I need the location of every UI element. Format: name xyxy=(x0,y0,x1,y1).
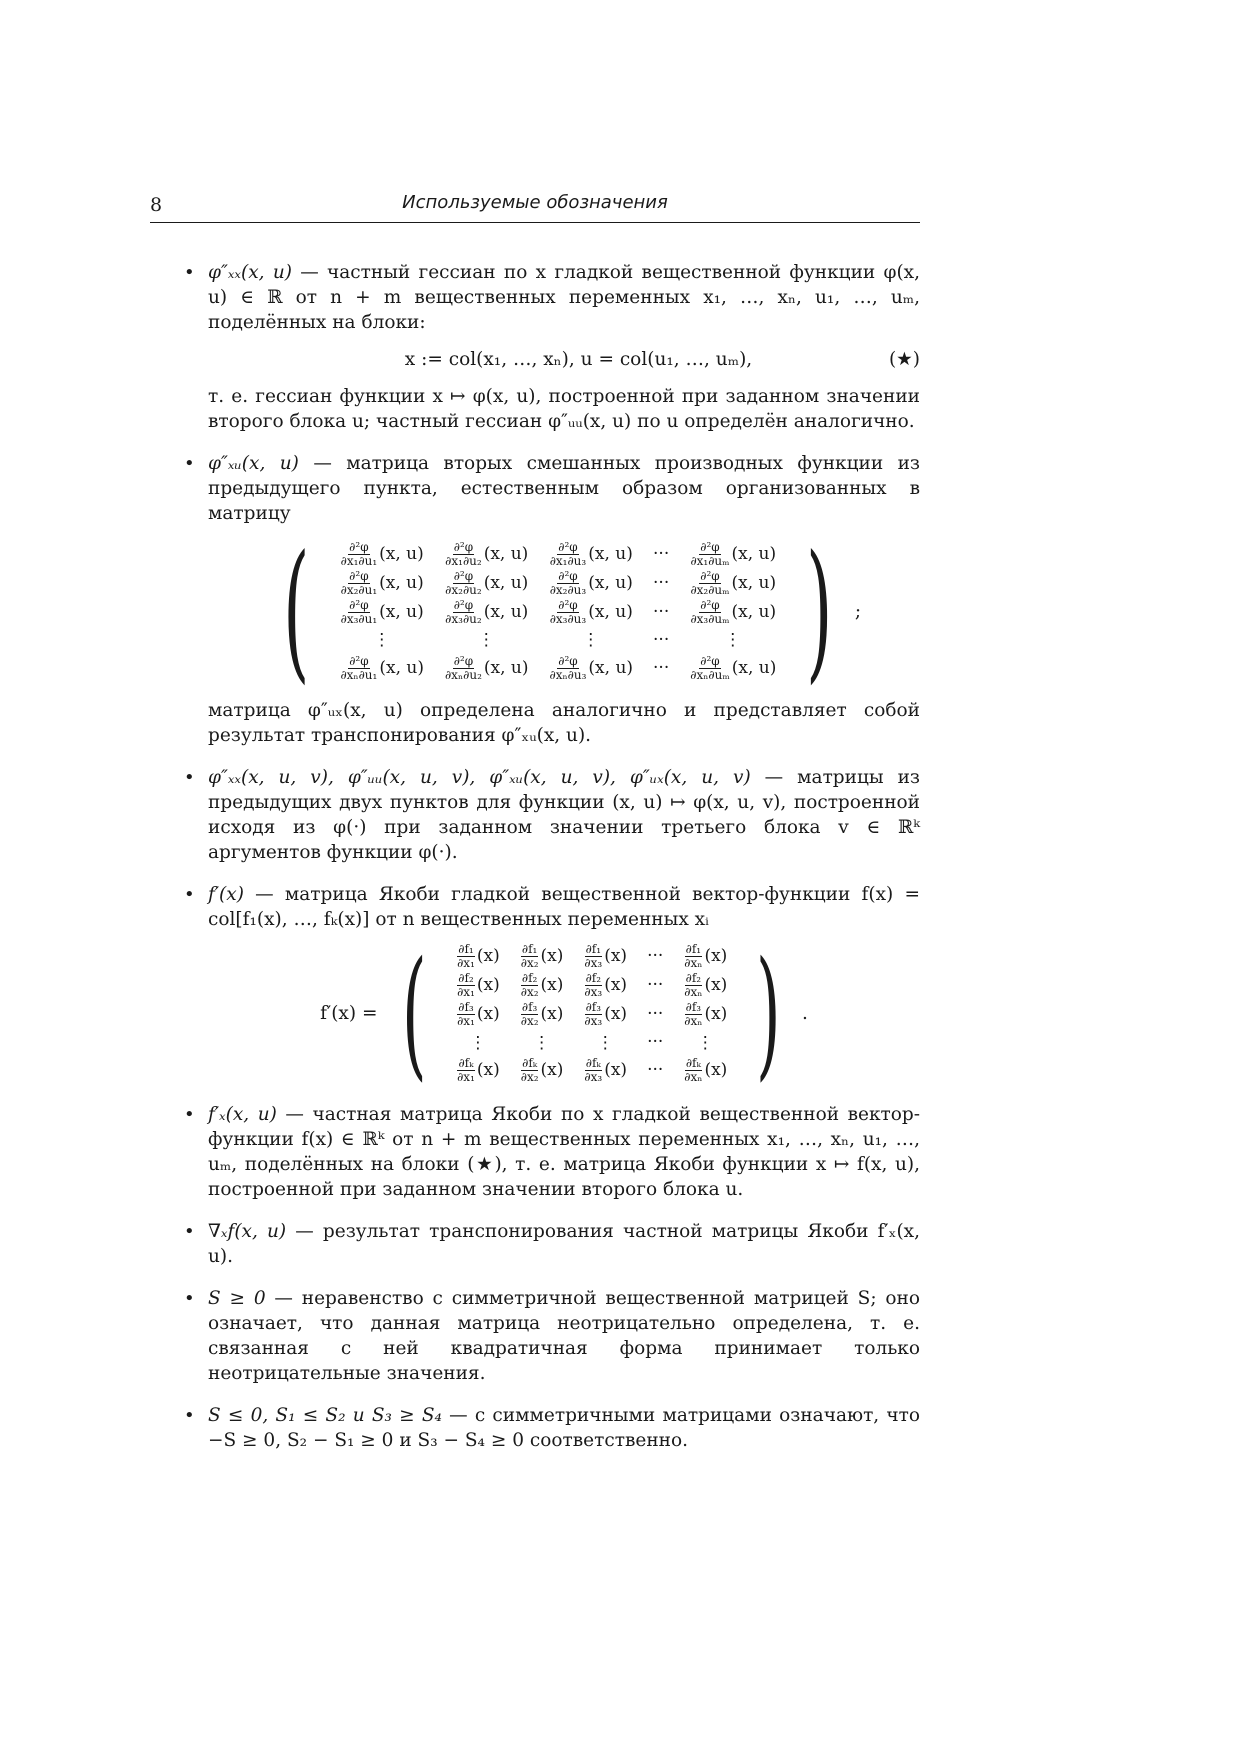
fraction: $\frac{\text{∂²φ}}{\text{∂x₁∂u₂}}$ xyxy=(445,539,482,568)
matrix-cell: ⋮ xyxy=(696,1032,714,1053)
fraction: $\frac{\text{∂²φ}}{\text{∂x₁∂u₁}}$ xyxy=(340,539,378,568)
item-symbol: S ≥ 0 xyxy=(208,1288,266,1309)
left-paren: ( xyxy=(402,931,428,1095)
fraction: $\frac{\text{∂f₃}}{\text{∂x₃}}$ xyxy=(584,1000,603,1028)
list-item xyxy=(208,765,920,865)
matrix-cell: $\frac{\text{∂²φ}}{\text{∂x₃∂u₃}}$ (x, u) xyxy=(549,597,633,626)
matrix-cell: ⋮ xyxy=(724,630,742,650)
matrix-cell: $\frac{\text{∂²φ}}{\text{∂x₂∂u₂}}$ (x, u) xyxy=(445,568,529,597)
matrix-row xyxy=(446,1056,737,1085)
hessian-matrix-block xyxy=(208,524,920,698)
list-item xyxy=(208,1219,920,1269)
matrix-cell: ··· xyxy=(653,629,670,650)
fraction: $\frac{\text{∂²φ}}{\text{∂x₃∂u₂}}$ xyxy=(445,597,482,626)
item-symbol: φ″ₓᵤ(x, u) xyxy=(208,453,299,474)
header-rule xyxy=(150,222,920,223)
matrix-cell: $\frac{\text{∂²φ}}{\text{∂x₂∂u₃}}$ (x, u) xyxy=(549,568,633,597)
hessian-matrix xyxy=(329,540,786,683)
matrix-cell: $\frac{\text{∂²φ}}{\text{∂xₙ∂uₘ}}$ (x, u) xyxy=(690,653,777,682)
left-paren: ( xyxy=(283,524,310,698)
item-after-text: т. е. гессиан функции x ↦ φ(x, u), построенной при заданном значении второго блока u; частный гессиан φ″ᵤᵤ(x, u) по u определён аналогично. xyxy=(208,386,920,432)
matrix-cell: $\frac{\text{∂f₁}}{\text{∂x₂}}$ (x) xyxy=(520,942,564,970)
running-title: Используемые обозначения xyxy=(402,192,668,213)
fraction: $\frac{\text{∂f₁}}{\text{∂x₂}}$ xyxy=(520,942,539,970)
matrix-cell: ··· xyxy=(647,975,664,995)
item-text: — неравенство с симметричной вещественной матрицей S; оно означает, что данная матрица неотрицательно определена, т. е. связанная с ней квадратичная форма принимает только неотрицательные значения. xyxy=(208,1288,920,1384)
fraction: $\frac{\text{∂fₖ}}{\text{∂x₁}}$ xyxy=(457,1056,475,1084)
matrix-row xyxy=(446,942,737,971)
matrix-row xyxy=(446,1029,737,1056)
matrix-cell: $\frac{\text{∂fₖ}}{\text{∂xₙ}}$ (x) xyxy=(684,1056,728,1084)
fraction: $\frac{\text{∂²φ}}{\text{∂x₂∂u₂}}$ xyxy=(445,568,482,597)
fraction: $\frac{\text{∂²φ}}{\text{∂x₂∂u₁}}$ xyxy=(340,568,378,597)
matrix-cell: $\frac{\text{∂²φ}}{\text{∂x₁∂u₃}}$ (x, u) xyxy=(549,539,633,568)
fraction: $\frac{\text{∂fₖ}}{\text{∂x₃}}$ xyxy=(584,1056,603,1084)
fraction: $\frac{\text{∂²φ}}{\text{∂x₁∂u₃}}$ xyxy=(549,539,587,568)
matrix-cell: ··· xyxy=(653,543,670,564)
matrix-cell: ··· xyxy=(653,601,670,622)
fraction: $\frac{\text{∂f₁}}{\text{∂xₙ}}$ xyxy=(684,942,703,970)
matrix-cell: $\frac{\text{∂f₂}}{\text{∂x₂}}$ (x) xyxy=(520,971,564,999)
display-equation: x := col(x₁, …, xₙ), u = col(u₁, …, uₘ), xyxy=(404,349,753,370)
fraction: $\frac{\text{∂f₂}}{\text{∂x₃}}$ xyxy=(584,971,603,999)
matrix-row xyxy=(446,1000,737,1029)
list-item xyxy=(208,451,920,748)
matrix-punctuation: ; xyxy=(854,600,862,622)
matrix-cell: $\frac{\text{∂f₃}}{\text{∂xₙ}}$ (x) xyxy=(684,1000,728,1028)
item-text: — частный гессиан по x гладкой вещественной функции φ(x, u) ∈ ℝ от n + m вещественных переменных x₁, …, xₙ, u₁, …, uₘ, поделённых на блоки: xyxy=(208,262,920,333)
matrix-cell: $\frac{\text{∂²φ}}{\text{∂x₂∂uₘ}}$ (x, u) xyxy=(690,568,777,597)
matrix-cell: ⋮ xyxy=(582,630,600,650)
fraction: $\frac{\text{∂²φ}}{\text{∂x₃∂uₘ}}$ xyxy=(690,597,730,626)
matrix-cell: $\frac{\text{∂f₁}}{\text{∂xₙ}}$ (x) xyxy=(684,942,728,970)
item-symbol: S ≤ 0, S₁ ≤ S₂ и S₃ ≥ S₄ xyxy=(208,1405,442,1426)
fraction: $\frac{\text{∂²φ}}{\text{∂x₂∂u₃}}$ xyxy=(549,568,587,597)
matrix-row xyxy=(329,540,786,569)
matrix-cell: ⋮ xyxy=(596,1032,614,1053)
matrix-cell: ⋮ xyxy=(373,630,391,650)
item-text: — результат транспонирования частной матрицы Якоби f′ₓ(x, u). xyxy=(208,1221,920,1267)
fraction: $\frac{\text{∂f₃}}{\text{∂x₂}}$ xyxy=(520,1000,539,1028)
item-text: — с симметричными матрицами означают, что −S ≥ 0, S₂ − S₁ ≥ 0 и S₃ − S₄ ≥ 0 соответственно. xyxy=(208,1405,920,1451)
matrix-cell: $\frac{\text{∂f₁}}{\text{∂x₁}}$ (x) xyxy=(457,942,500,970)
matrix-cell: ··· xyxy=(653,572,670,593)
list-item xyxy=(208,1102,920,1202)
matrix-cell: ⋮ xyxy=(469,1032,487,1053)
matrix-cell: $\frac{\text{∂fₖ}}{\text{∂x₁}}$ (x) xyxy=(457,1056,500,1084)
matrix-cell: ··· xyxy=(647,1060,664,1080)
matrix-cell: $\frac{\text{∂²φ}}{\text{∂xₙ∂u₃}}$ (x, u) xyxy=(549,653,634,682)
fraction: $\frac{\text{∂fₖ}}{\text{∂x₂}}$ xyxy=(520,1056,539,1084)
item-symbol: φ″ₓₓ(x, u, v), φ″ᵤᵤ(x, u, v), φ″ₓᵤ(x, u, v), φ″ᵤₓ(x, u, v) xyxy=(208,767,751,788)
notation-list xyxy=(184,260,920,1470)
matrix-cell: $\frac{\text{∂f₃}}{\text{∂x₂}}$ (x) xyxy=(520,1000,564,1028)
list-item xyxy=(208,1403,920,1453)
fraction: $\frac{\text{∂²φ}}{\text{∂xₙ∂uₘ}}$ xyxy=(690,653,730,682)
matrix-cell: $\frac{\text{∂f₂}}{\text{∂xₙ}}$ (x) xyxy=(684,971,728,999)
item-symbol: f′ₓ(x, u) xyxy=(208,1104,277,1125)
matrix-cell: ··· xyxy=(653,657,670,678)
fraction: $\frac{\text{∂²φ}}{\text{∂xₙ∂u₂}}$ xyxy=(444,653,482,682)
matrix-cell: ··· xyxy=(647,1004,664,1024)
matrix-cell: $\frac{\text{∂²φ}}{\text{∂x₁∂u₂}}$ (x, u) xyxy=(445,539,529,568)
matrix-row xyxy=(329,598,786,627)
list-item xyxy=(208,260,920,434)
list-item xyxy=(208,1286,920,1386)
matrix-cell: $\frac{\text{∂f₃}}{\text{∂x₁}}$ (x) xyxy=(457,1000,500,1028)
right-paren: ) xyxy=(806,524,833,698)
fraction: $\frac{\text{∂f₂}}{\text{∂x₁}}$ xyxy=(457,971,475,999)
matrix-cell: $\frac{\text{∂²φ}}{\text{∂x₁∂uₘ}}$ (x, u) xyxy=(690,539,777,568)
item-text: — матрица Якоби гладкой вещественной вектор-функции f(x) = col[f₁(x), …, fₖ(x)] от n вещественных переменных xᵢ xyxy=(208,884,920,930)
equation-tag: (★) xyxy=(888,349,920,370)
matrix-cell: $\frac{\text{∂²φ}}{\text{∂x₃∂u₂}}$ (x, u) xyxy=(445,597,529,626)
matrix-cell: $\frac{\text{∂²φ}}{\text{∂xₙ∂u₁}}$ (x, u) xyxy=(340,653,424,682)
matrix-cell: ··· xyxy=(647,946,664,966)
item-text: — матрицы из предыдущих двух пунктов для функции (x, u) ↦ φ(x, u, v), построенной исходя из φ(·) при заданном значении третьего блока v ∈ ℝᵏ аргументов функции φ(·). xyxy=(208,767,921,863)
item-text: — матрица вторых смешанных производных функции из предыдущего пункта, естественным образом организованных в матрицу xyxy=(208,453,921,524)
fraction: $\frac{\text{∂²φ}}{\text{∂xₙ∂u₁}}$ xyxy=(340,653,378,682)
jacobian-matrix-block xyxy=(208,931,920,1095)
page-number: 8 xyxy=(150,194,163,216)
right-paren: ) xyxy=(756,931,781,1095)
matrix-lhs: f′(x) = xyxy=(320,1003,378,1024)
fraction: $\frac{\text{∂²φ}}{\text{∂x₃∂u₃}}$ xyxy=(549,597,587,626)
fraction: $\frac{\text{∂f₂}}{\text{∂xₙ}}$ xyxy=(684,971,703,999)
fraction: $\frac{\text{∂f₁}}{\text{∂x₃}}$ xyxy=(584,942,603,970)
matrix-cell: ··· xyxy=(647,1032,664,1052)
matrix-cell: $\frac{\text{∂f₂}}{\text{∂x₃}}$ (x) xyxy=(584,971,628,999)
matrix-cell: $\frac{\text{∂f₂}}{\text{∂x₁}}$ (x) xyxy=(457,971,500,999)
matrix-row xyxy=(329,569,786,598)
matrix-cell: $\frac{\text{∂fₖ}}{\text{∂x₃}}$ (x) xyxy=(584,1056,628,1084)
fraction: $\frac{\text{∂f₁}}{\text{∂x₁}}$ xyxy=(457,942,475,970)
fraction: $\frac{\text{∂²φ}}{\text{∂x₂∂uₘ}}$ xyxy=(690,568,730,597)
matrix-cell: $\frac{\text{∂²φ}}{\text{∂x₁∂u₁}}$ (x, u) xyxy=(340,539,424,568)
matrix-cell: ⋮ xyxy=(477,630,495,650)
display-equation-block xyxy=(208,347,920,372)
item-symbol: f′(x) xyxy=(208,884,244,905)
matrix-row xyxy=(329,654,786,683)
matrix-cell: $\frac{\text{∂²φ}}{\text{∂x₃∂u₁}}$ (x, u) xyxy=(340,597,424,626)
list-item xyxy=(208,882,920,1095)
matrix-cell: $\frac{\text{∂fₖ}}{\text{∂x₂}}$ (x) xyxy=(520,1056,564,1084)
matrix-cell: $\frac{\text{∂²φ}}{\text{∂xₙ∂u₂}}$ (x, u) xyxy=(444,653,529,682)
matrix-cell: ⋮ xyxy=(533,1032,551,1053)
matrix-punctuation: . xyxy=(801,1003,808,1024)
matrix-cell: $\frac{\text{∂f₁}}{\text{∂x₃}}$ (x) xyxy=(584,942,628,970)
fraction: $\frac{\text{∂f₂}}{\text{∂x₂}}$ xyxy=(520,971,539,999)
item-after-text: матрица φ″ᵤₓ(x, u) определена аналогично и представляет собой результат транспонирования φ″ₓᵤ(x, u). xyxy=(208,700,920,746)
item-symbol: ∇ₓf(x, u) xyxy=(208,1221,287,1242)
item-symbol: φ″ₓₓ(x, u) xyxy=(208,262,292,283)
fraction: $\frac{\text{∂fₖ}}{\text{∂xₙ}}$ xyxy=(684,1056,703,1084)
fraction: $\frac{\text{∂²φ}}{\text{∂x₃∂u₁}}$ xyxy=(340,597,378,626)
fraction: $\frac{\text{∂²φ}}{\text{∂x₁∂uₘ}}$ xyxy=(690,539,730,568)
matrix-cell: $\frac{\text{∂²φ}}{\text{∂x₃∂uₘ}}$ (x, u) xyxy=(690,597,777,626)
jacobian-matrix xyxy=(446,942,737,1085)
matrix-row xyxy=(446,971,737,1000)
item-text: — частная матрица Якоби по x гладкой вещественной вектор-функции f(x) ∈ ℝᵏ от n + m вещественных переменных x₁, …, xₙ, u₁, …, uₘ, поделённых на блоки (★), т. е. матрица Якоби функции x ↦ f(x, u), построенной при заданном значении второго блока u. xyxy=(208,1104,920,1200)
fraction: $\frac{\text{∂²φ}}{\text{∂xₙ∂u₃}}$ xyxy=(549,653,587,682)
matrix-row xyxy=(329,627,786,654)
fraction: $\frac{\text{∂f₃}}{\text{∂x₁}}$ xyxy=(457,1000,475,1028)
matrix-cell: $\frac{\text{∂²φ}}{\text{∂x₂∂u₁}}$ (x, u) xyxy=(340,568,424,597)
fraction: $\frac{\text{∂f₃}}{\text{∂xₙ}}$ xyxy=(684,1000,703,1028)
matrix-cell: $\frac{\text{∂f₃}}{\text{∂x₃}}$ (x) xyxy=(584,1000,628,1028)
